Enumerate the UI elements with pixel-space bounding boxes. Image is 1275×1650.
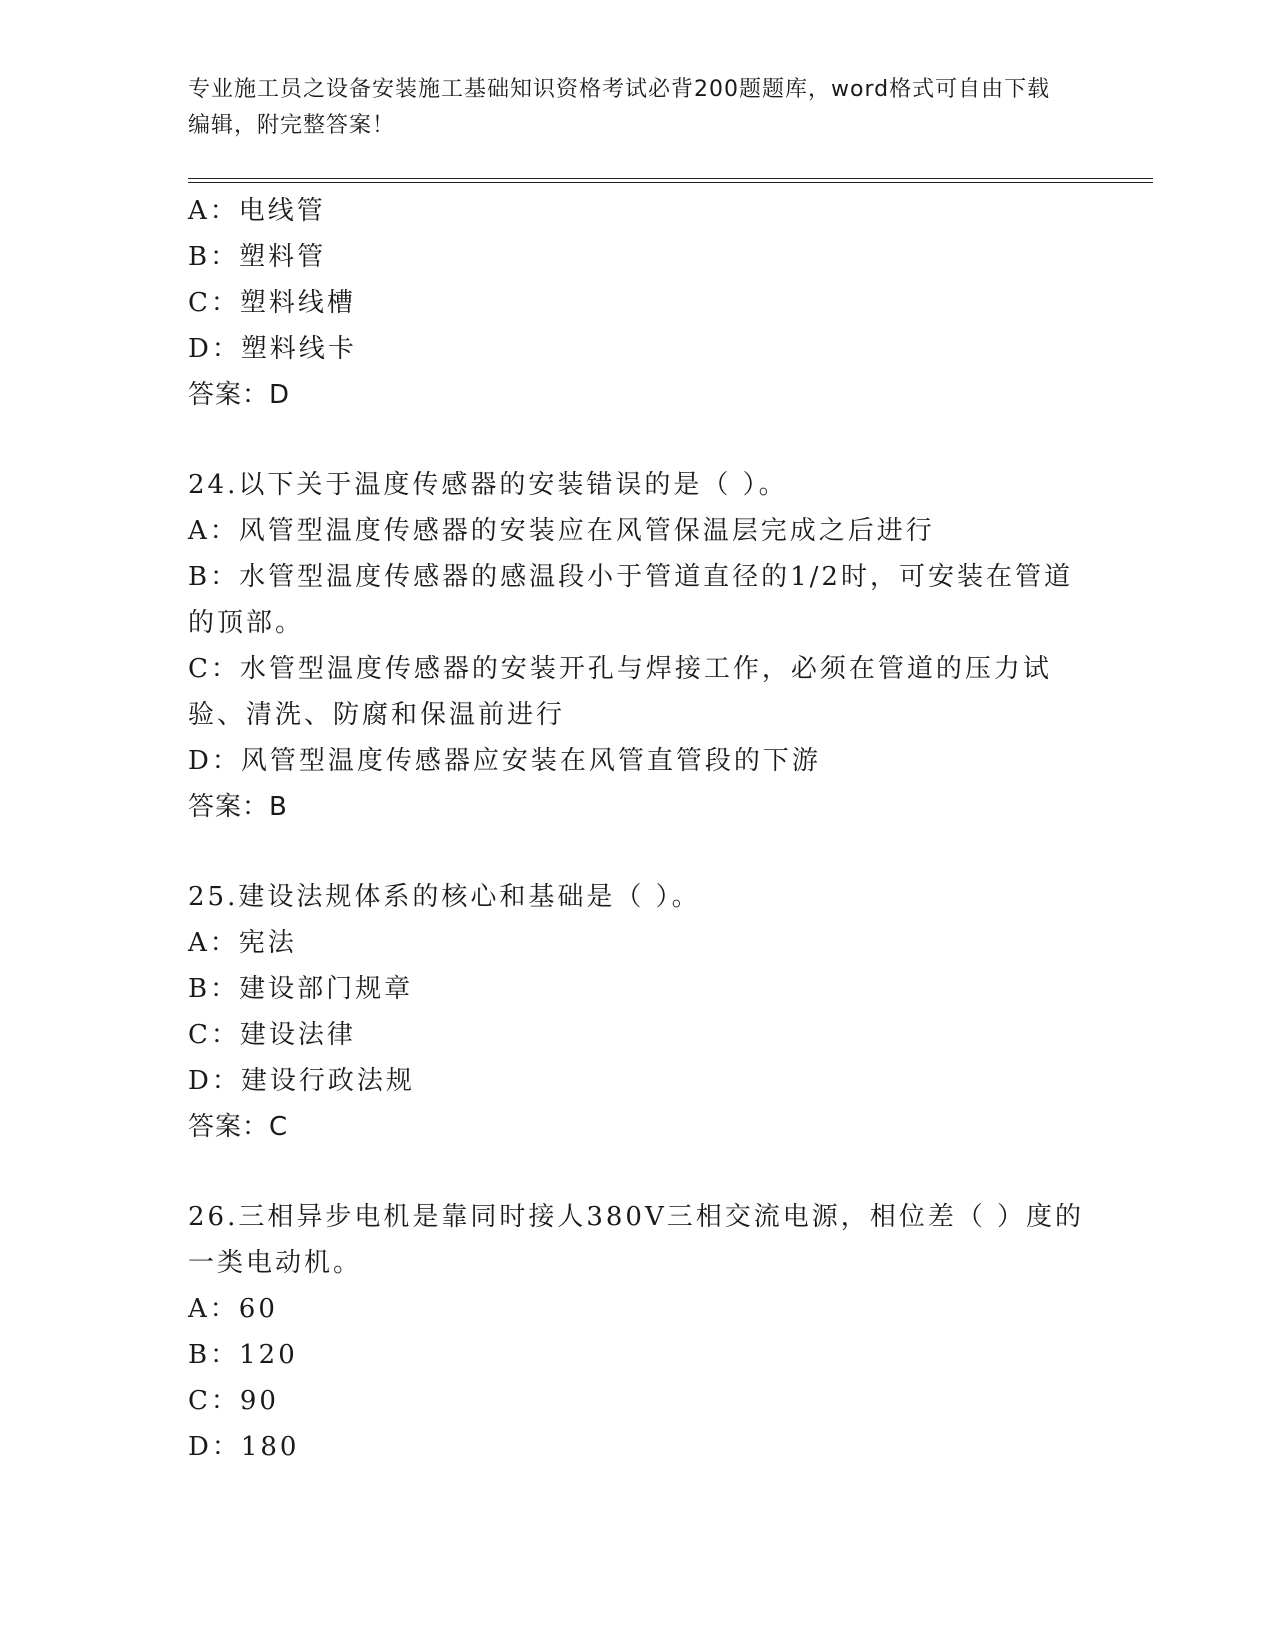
answer: 答案：C <box>188 1112 289 1142</box>
option-b: B：120 <box>188 1340 298 1370</box>
option-d: D：风管型温度传感器应安装在风管直管段的下游 <box>188 746 821 776</box>
option-b: B：建设部门规章 <box>188 974 414 1004</box>
option-b: B：水管型温度传感器的感温段小于管道直径的1/2时，可安装在管道的顶部。 <box>188 562 1073 638</box>
option-b: B：塑料管 <box>188 242 327 272</box>
option-a: A：电线管 <box>188 196 326 226</box>
answer: 答案：B <box>188 792 288 822</box>
question-25 <box>188 874 1088 1150</box>
header-divider-top <box>188 178 1153 179</box>
option-c: C：90 <box>188 1386 279 1416</box>
question-26 <box>188 1194 1088 1470</box>
question-24 <box>188 462 1088 830</box>
header-divider-bottom <box>188 182 1153 183</box>
question-stem: 25.建设法规体系的核心和基础是（ ）。 <box>188 882 701 912</box>
question-list <box>188 188 1088 1470</box>
question-stem: 24.以下关于温度传感器的安装错误的是（ ）。 <box>188 470 788 500</box>
option-d: D：建设行政法规 <box>188 1066 415 1096</box>
option-c: C：建设法律 <box>188 1020 356 1050</box>
option-c: C：塑料线槽 <box>188 288 356 318</box>
question-stem: 26.三相异步电机是靠同时接人380V三相交流电源，相位差（ ）度的一类电动机。 <box>188 1202 1085 1278</box>
answer: 答案：D <box>188 380 291 410</box>
option-a: A：60 <box>188 1294 278 1324</box>
option-a: A：宪法 <box>188 928 297 958</box>
option-c: C：水管型温度传感器的安装开孔与焊接工作，必须在管道的压力试验、清洗、防腐和保温前进行 <box>188 654 1052 730</box>
option-d: D：180 <box>188 1432 300 1462</box>
document-header: 专业施工员之设备安装施工基础知识资格考试必背200题题库，word格式可自由下载编辑，附完整答案！ <box>188 77 1051 138</box>
option-d: D：塑料线卡 <box>188 334 357 364</box>
option-a: A：风管型温度传感器的安装应在风管保温层完成之后进行 <box>188 516 935 546</box>
question-23 <box>188 188 1088 418</box>
